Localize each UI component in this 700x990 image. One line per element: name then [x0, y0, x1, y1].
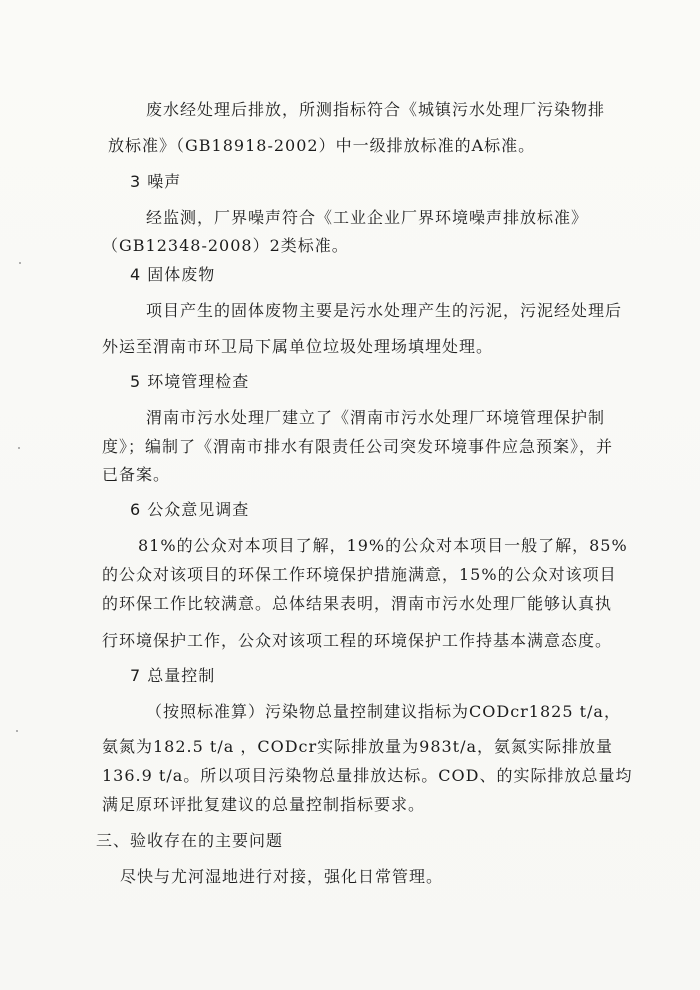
paragraph-line: 满足原环评批复建议的总量控制指标要求。	[102, 795, 426, 814]
paragraph-line: 的公众对该项目的环保工作环境保护措施满意，15%的公众对该项目	[102, 565, 617, 584]
paragraph-line: 外运至渭南市环卫局下属单位垃圾处理场填埋处理。	[102, 337, 494, 356]
scan-speck	[19, 262, 21, 264]
paragraph-line: 氨氮为182.5 t/a ，CODcr实际排放量为983t/a，氨氮实际排放量	[102, 737, 614, 756]
paragraph-line: 行环境保护工作，公众对该项工程的环境保护工作持基本满意态度。	[102, 631, 613, 650]
paragraph-line: 尽快与尤河湿地进行对接，强化日常管理。	[120, 867, 444, 886]
paragraph-line: （按照标准算）污染物总量控制建议指标为CODcr1825 t/a，	[146, 702, 621, 721]
paragraph-line: 的环保工作比较满意。总体结果表明，渭南市污水处理厂能够认真执	[102, 594, 613, 613]
paragraph-line: 81%的公众对本项目了解，19%的公众对本项目一般了解，85%	[138, 536, 628, 555]
section-heading-main-issues: 三、验收存在的主要问题	[96, 831, 284, 850]
section-heading-public-opinion: 6 公众意见调查	[130, 500, 250, 519]
paragraph-line: 废水经处理后排放，所测指标符合《城镇污水处理厂污染物排	[146, 100, 606, 119]
paragraph-line: 度》；编制了《渭南市排水有限责任公司突发环境事件应急预案》，并	[102, 437, 614, 456]
section-heading-noise: 3 噪声	[130, 172, 182, 191]
paragraph-line: 经监测，厂界噪声符合《工业企业厂界环境噪声排放标准》	[146, 208, 589, 227]
scan-speck	[16, 730, 18, 732]
paragraph-line: 放标准》（GB18918-2002）中一级排放标准的A标准。	[108, 136, 536, 155]
paragraph-line: 渭南市污水处理厂建立了《渭南市污水处理厂环境管理保护制	[146, 408, 606, 427]
paragraph-line: 项目产生的固体废物主要是污水处理产生的污泥，污泥经处理后	[146, 301, 623, 320]
paragraph-line: 已备案。	[102, 465, 171, 484]
scan-speck	[18, 447, 20, 449]
paragraph-line: （GB12348-2008）2类标准。	[102, 236, 349, 255]
section-heading-total-control: 7 总量控制	[130, 666, 216, 685]
paragraph-line: 136.9 t/a。所以项目污染物总量排放达标。COD、的实际排放总量均	[102, 766, 633, 785]
section-heading-solid-waste: 4 固体废物	[130, 265, 216, 284]
section-heading-env-management: 5 环境管理检查	[130, 372, 250, 391]
